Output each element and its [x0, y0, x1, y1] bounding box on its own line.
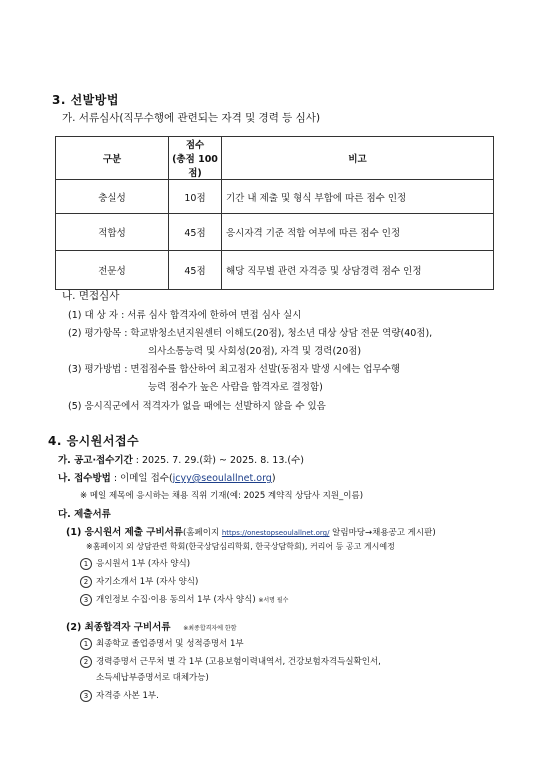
- submission-method-pre: : 이메일 접수(: [110, 473, 173, 484]
- row-score: 45점: [169, 214, 222, 251]
- doc-item-text: 최종학교 졸업증명서 및 성적증명서 1부: [96, 639, 244, 649]
- row-category: 충실성: [56, 180, 169, 214]
- number-circle-icon: 3: [80, 594, 92, 606]
- final-docs-line: [66, 619, 237, 633]
- doc-item-text: 경력증명서 근무처 별 각 1부 (고용보험이력내역서, 건강보험자격득실확인서,: [96, 657, 381, 667]
- table-row: [56, 251, 494, 290]
- number-circle-icon: 2: [80, 576, 92, 588]
- posting-note: ※홈페이지 외 상담관련 학회(한국상담심리학회, 한국상담학회), 커리어 등 공고 게시예정: [86, 542, 395, 551]
- header-score-label: 점수: [185, 140, 205, 151]
- row-note: 해당 직무별 관련 자격증 및 상담경력 점수 인정: [222, 251, 494, 290]
- application-docs-line: [66, 524, 436, 538]
- header-category: 구분: [56, 137, 169, 180]
- email-subject-note: ※ 메일 제목에 응시하는 채용 직위 기재(예: 2025 계약직 상담사 지원_이름): [80, 491, 364, 501]
- row-category: 적합성: [56, 214, 169, 251]
- row-note: 응시자격 기준 적합 여부에 따른 점수 인정: [222, 214, 494, 251]
- section-3-na-title: 나. 면접심사: [62, 290, 120, 302]
- application-doc-item: [80, 575, 198, 588]
- interview-item-1: (1) 대 상 자 : 서류 심사 합격자에 한하여 면접 심사 실시: [68, 310, 302, 321]
- final-doc-item: [80, 655, 381, 668]
- doc-item-text: 자격증 사본 1부.: [96, 691, 159, 701]
- doc-item-text: 자기소개서 1부 (자사 양식): [96, 577, 199, 587]
- header-score-total: (총점 100점): [172, 154, 218, 179]
- interview-item-3-cont: 능력 점수가 높은 사람을 합격자로 결정함): [148, 382, 323, 393]
- section-3-ga-title: 가. 서류심사(직무수행에 관련되는 자격 및 경력 등 심사): [62, 112, 321, 124]
- selection-criteria-table: [55, 136, 494, 290]
- final-doc-item: [80, 689, 159, 702]
- number-circle-icon: 1: [80, 638, 92, 650]
- table-header-row: [56, 137, 494, 180]
- table-row: [56, 214, 494, 251]
- row-note: 기간 내 제출 및 형식 부합에 따른 점수 인정: [222, 180, 494, 214]
- final-doc-item-cont: 소득세납부증명서로 대체가능): [96, 673, 209, 683]
- number-circle-icon: 3: [80, 690, 92, 702]
- final-docs-label: (2) 최종합격자 구비서류: [66, 622, 171, 633]
- number-circle-icon: 1: [80, 558, 92, 570]
- interview-item-2-cont: 의사소통능력 및 사회성(20점), 자격 및 경력(20점): [148, 346, 362, 357]
- submission-method-label: 나. 접수방법: [58, 473, 111, 484]
- interview-item-3: (3) 평가방법 : 면접점수를 합산하여 최고점자 선발(동점자 발생 시에는 업무수행: [68, 364, 401, 375]
- final-docs-small-note: ※최종합격자에 한함: [183, 625, 237, 632]
- application-docs-post: 알림마당→채용공고 게시판): [329, 528, 436, 538]
- number-circle-icon: 2: [80, 656, 92, 668]
- submission-method-line: [58, 470, 276, 484]
- doc-item-text: 개인정보 수집·이용 동의서 1부 (자사 양식): [96, 595, 256, 605]
- email-link[interactable]: jcyy@seoulallnet.org: [172, 473, 272, 484]
- application-doc-item: [80, 557, 190, 570]
- application-doc-item: [80, 593, 288, 606]
- row-category: 전문성: [56, 251, 169, 290]
- section-3-heading: 3. 선발방법: [52, 93, 119, 107]
- table-row: [56, 180, 494, 214]
- interview-item-2: (2) 평가항목 : 학교밖청소년지원센터 이해도(20점), 청소년 대상 상담 전문 역량(40점),: [68, 328, 433, 339]
- final-doc-item: [80, 637, 244, 650]
- submission-method-post: ): [271, 473, 276, 484]
- application-docs-pre: (홈페이지: [183, 528, 222, 538]
- application-docs-label: (1) 응시원서 제출 구비서류: [66, 527, 183, 538]
- header-note: 비고: [222, 137, 494, 180]
- section-4-da-title: 다. 제출서류: [58, 509, 111, 520]
- row-score: 45점: [169, 251, 222, 290]
- notice-period-label: 가. 공고·접수기간: [58, 455, 133, 466]
- doc-item-text: 응시원서 1부 (자사 양식): [96, 559, 191, 569]
- row-score: 10점: [169, 180, 222, 214]
- notice-period-value: : 2025. 7. 29.(화) ~ 2025. 8. 13.(수): [132, 455, 305, 466]
- interview-item-5: (5) 응시직군에서 적격자가 없을 때에는 선발하지 않을 수 있음: [68, 401, 326, 412]
- signature-required-note: ※서명 필수: [258, 597, 289, 604]
- homepage-link[interactable]: https://onestopseoulallnet.org/: [221, 529, 330, 537]
- section-4-heading: 4. 응시원서접수: [48, 434, 140, 448]
- notice-period-line: [58, 452, 304, 466]
- header-score: [169, 137, 222, 180]
